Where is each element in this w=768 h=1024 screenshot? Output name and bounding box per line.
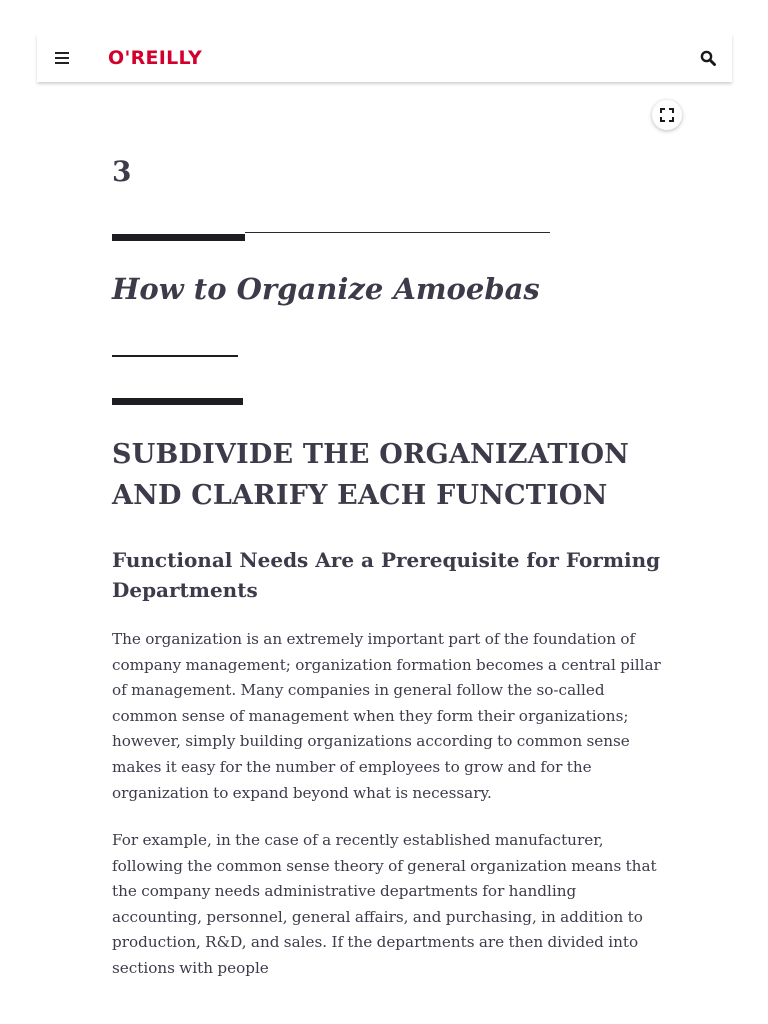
section-heading: SUBDIVIDE THE ORGANIZATION AND CLARIFY EACH FUNCTION xyxy=(112,439,630,511)
body-paragraph: The organization is an extremely important part of the foundation of company management; organization formation becomes a central pillar of management. Many companies in general follow the so-called common sense of management when they form their organizations; however, simply building organizations according to common sense makes it easy for the number of employees to grow and for the organization to expand beyond what is necessary. xyxy=(112,630,661,802)
fullscreen-button[interactable] xyxy=(652,100,682,130)
oreilly-logo[interactable]: O'REILLY xyxy=(108,47,203,69)
chapter-rule-thick xyxy=(112,234,245,241)
chapter-rule-thin xyxy=(245,232,550,233)
chapter-title: How to Organize Amoebas xyxy=(112,272,540,306)
search-button[interactable] xyxy=(698,48,718,68)
menu-button[interactable] xyxy=(53,49,71,67)
subsection-heading: Functional Needs Are a Prerequisite for Forming Departments xyxy=(112,548,661,602)
body-paragraph: For example, in the case of a recently established manufacturer, following the common sense theory of general organization means that the company needs administrative departments for handling accounting, personnel, general affairs, and purchasing, in addition to production, R&D, and sales. If the departments are then divided into sections with people xyxy=(112,831,657,977)
top-navigation-bar xyxy=(37,34,732,82)
section-divider-thick xyxy=(112,398,243,405)
hamburger-menu-icon xyxy=(55,52,69,64)
fullscreen-expand-icon xyxy=(660,108,674,122)
search-icon xyxy=(700,50,716,66)
section-divider-thin xyxy=(112,355,238,357)
chapter-number: 3 xyxy=(112,155,132,188)
